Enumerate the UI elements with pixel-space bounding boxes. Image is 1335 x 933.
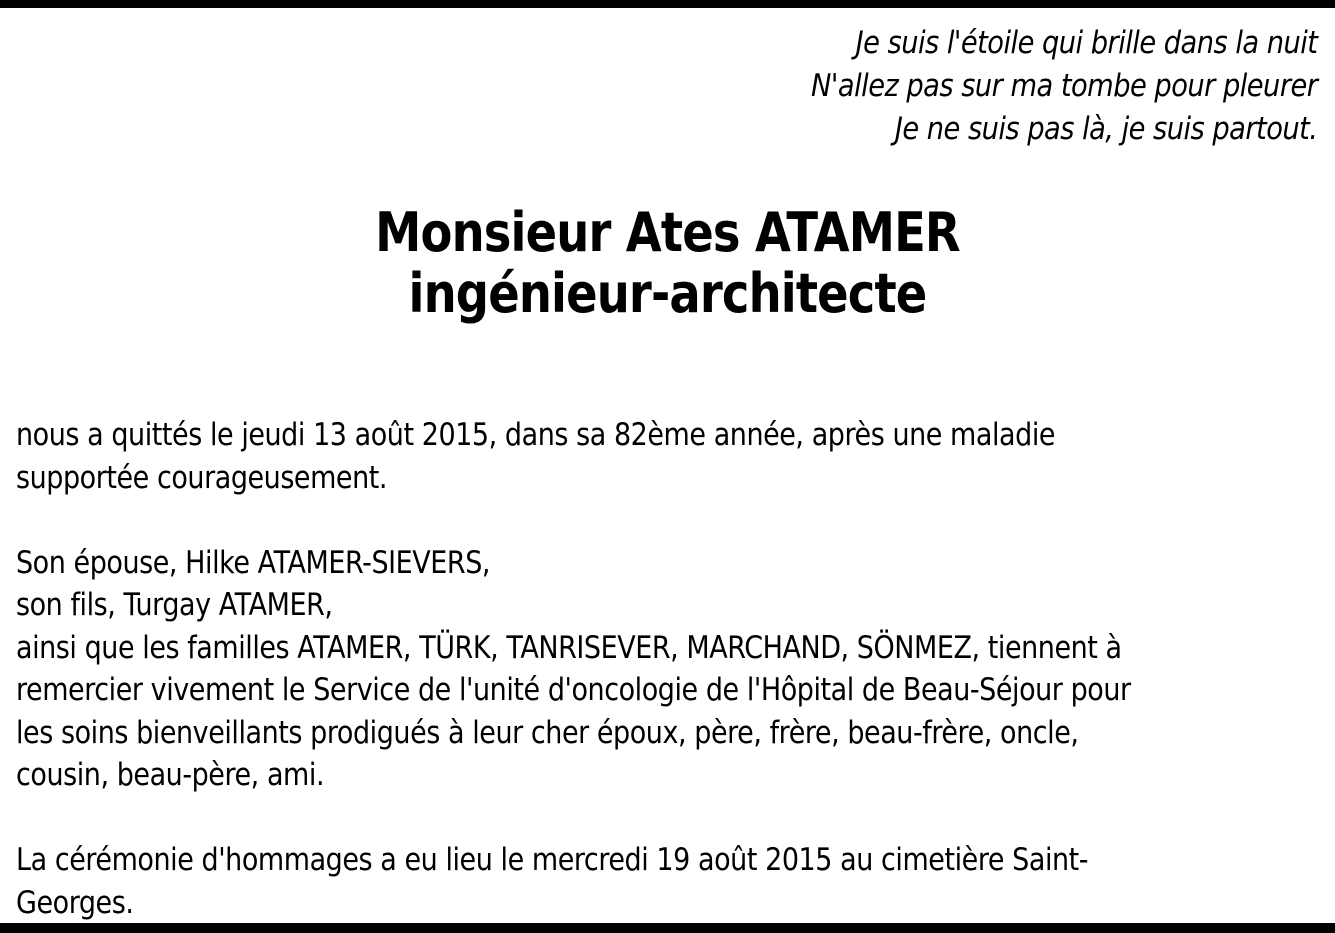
obituary-heading (0, 202, 1335, 324)
epigraph-line: N'allez pas sur ma tombe pour pleurer (810, 68, 1317, 104)
epigraph-line: Je suis l'étoile qui brille dans la nuit (855, 25, 1317, 61)
paragraph-spacer (16, 797, 1199, 840)
deceased-name: Monsieur Ates ATAMER (375, 201, 960, 264)
bottom-border (0, 923, 1335, 933)
top-border (0, 0, 1335, 8)
paragraph-spacer (16, 499, 1199, 542)
text-line: supportée courageusement. (16, 459, 388, 496)
obituary-body (16, 414, 1199, 924)
text-line: cousin, beau-père, ami. (16, 757, 325, 793)
epigraph-poem (811, 22, 1317, 151)
epigraph-line: Je ne suis pas là, je suis partout. (894, 111, 1317, 147)
text-line: Son épouse, Hilke ATAMER-SIEVERS, (16, 544, 491, 581)
text-line: ainsi que les familles ATAMER, TÜRK, TANRISEVER, MARCHAND, SÖNMEZ, tiennent à (16, 629, 1122, 666)
text-line: Georges. (16, 884, 134, 921)
family-paragraph (16, 542, 1199, 797)
text-line: nous a quittés le jeudi 13 août 2015, dans sa 82ème année, après une maladie (16, 417, 1056, 453)
text-line: son fils, Turgay ATAMER, (16, 587, 333, 623)
deceased-profession: ingénieur-architecte (408, 262, 927, 325)
text-line: les soins bienveillants prodigués à leur cher époux, père, frère, beau-frère, oncle, (16, 714, 1079, 751)
ceremony-paragraph (16, 839, 1199, 924)
text-line: La cérémonie d'hommages a eu lieu le mercredi 19 août 2015 au cimetière Saint- (16, 842, 1089, 878)
announcement-paragraph (16, 414, 1199, 499)
text-line: remercier vivement le Service de l'unité d'oncologie de l'Hôpital de Beau-Séjour pour (16, 672, 1131, 708)
